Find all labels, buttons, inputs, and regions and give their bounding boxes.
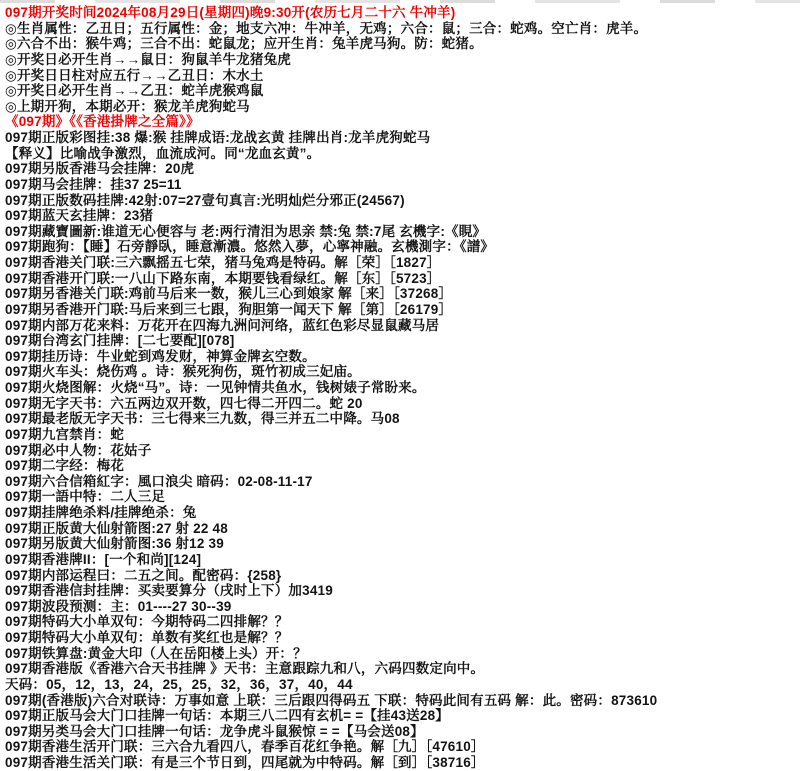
text-line: ◎上期开狗，本期必开：猴龙羊虎狗蛇马 xyxy=(5,98,250,114)
text-line: 【释义】比喻战争激烈，血流成河。同“龙血玄黄”。 xyxy=(5,145,321,161)
text-line: 097期波段预测：主：01----27 30--39 xyxy=(5,598,232,614)
text-line: 097期挂历诗：牛业蛇到鸡发财，神算金牌玄空数。 xyxy=(5,348,316,364)
text-line: 097期火车头：烧伤鸡 。诗：猴死狗伤，斑竹初成三妃庙。 xyxy=(5,364,361,380)
lines-container xyxy=(5,5,798,771)
text-line: 097期二字经：梅花 xyxy=(5,458,125,474)
text-line: 097期藏寶圖新:谁道无心便容与 老:两行清泪为思亲 禁:兔 禁:7尾 玄機字:《睍》 xyxy=(5,223,487,239)
text-line: 097期另香港开门联:马后来到三七跟，狗胆第一闻天下 解［第］［26179］ xyxy=(5,301,453,317)
guapai-section-title-line: 《097期》《《香港掛牌之全篇》》 xyxy=(5,114,200,130)
text-line: 097期必中人物：花姑子 xyxy=(5,442,152,458)
text-line: 097期(香港版)六合对联诗：万事如意 上联：三后跟四得码五 下联：特码此间有五码 解：此。密码：873610 xyxy=(5,692,658,708)
text-line: 097期正版黄大仙射箭图:27 射 22 48 xyxy=(5,520,228,536)
text-line: 097期另香港关门联:鸡前马后来一数，猴儿三心到娘家 解［来］［37268］ xyxy=(5,286,453,302)
text-line: 097期香港开门联:一八山下路东南，本期要钱看绿红。解［东］［5723］ xyxy=(5,270,441,286)
text-line: 097期最老版无字天书：三七得来三九数，得三并五二中降。马08 xyxy=(5,411,400,427)
text-line: 097期跑狗：【睡】石旁靜臥，睡意漸濃。悠然入夢，心寧神融。玄機測字：《譜》 xyxy=(5,239,495,255)
text-line: 097期香港信封挂牌：买卖要算分（戌时上下）加3419 xyxy=(5,583,333,599)
text-line: 097期特码大小单双句：单数有奖红也是解？？ xyxy=(5,630,289,645)
text-line: 097期香港版《香港六合天书挂牌 》天书：主意跟踪九和八，六码四数定向中。 xyxy=(5,661,485,677)
text-line: 097期香港生活关门联：有是三个节日到，四尾就为中特码。解［到］［38716］ xyxy=(5,755,485,770)
text-line: 097期一語中特：二人三足 xyxy=(5,489,166,505)
text-line: 097期火烧图解：火烧“马”。诗：一见钟情共鱼水，钱树婊子常盼来。 xyxy=(5,380,426,395)
text-line: ◎生肖属性：乙丑日；五行属性：金；地支六冲：牛冲羊，无鸡；六合：鼠；三合：蛇鸡。空亡肖：虎羊。 xyxy=(5,20,648,36)
text-line: 097期无字天书：六五两边双开数，四七得二开四二。蛇 20 xyxy=(5,395,363,411)
text-line: 097期特码大小单双句：今期特码二四排解？？ xyxy=(5,614,289,630)
text-line: 097期正版数码挂牌:42射:07=27壹句真言:光明灿烂分邪正(24567) xyxy=(5,192,405,208)
text-line: ◎开奖日必开生肖→→乙丑：蛇羊虎猴鸡鼠 xyxy=(5,83,264,99)
text-line: 097期另版香港马会挂牌：20虎 xyxy=(5,161,195,177)
text-line: 097期香港生活开门联：三六合九看四八，春季百花红争艳。解［九］［47610］ xyxy=(5,739,485,755)
text-line: 097期另类马会大门口挂牌一句话：龙争虎斗鼠猴惊 = =【马会送08】 xyxy=(5,723,424,739)
text-line: 097期香港牌II：[一个和尚][124] xyxy=(5,551,202,567)
text-line: 097期另版黄大仙射箭图:36 射12 39 xyxy=(5,536,224,552)
text-line: ◎开奖日日柱对应五行→→乙丑日：木水土 xyxy=(5,67,264,83)
text-line: 097期内部运程曰：二五之间。配密码：{258} xyxy=(5,567,282,583)
page-top-border xyxy=(0,0,800,3)
draw-time-header-line: 097期开奖时间2024年08月29日(星期四)晚9:30开(农历七月二十六 牛冲羊) xyxy=(5,5,456,20)
text-line: 097期正版马会大门口挂牌一句话：本期三八二四有玄机= =【挂43送28】 xyxy=(5,708,449,724)
text-line: ◎开奖日必开生肖→→鼠日：狗鼠羊牛龙猪兔虎 xyxy=(5,51,291,67)
text-line: 097期九宫禁肖：蛇 xyxy=(5,426,125,442)
text-line: 097期内部万花来料：万花开在四海九洲问河络，蓝红色彩尽显鼠藏马居 xyxy=(5,317,440,333)
text-line: 097期六合信箱紅字：風口浪尖 暗码：02-08-11-17 xyxy=(5,473,313,489)
text-line: ◎六合不出：猴牛鸡；三合不出：蛇鼠龙；应开生肖：兔羊虎马狗。防：蛇猪。 xyxy=(5,36,483,52)
text-line: 097期蓝天玄挂牌：23猪 xyxy=(5,208,154,224)
text-line: 097期台湾玄门挂牌：[二七要配][078] xyxy=(5,333,235,349)
text-line: 097期香港关门联:三六飘摇五七荣，猪马兔鸡是特码。解［荣］［1827］ xyxy=(5,255,441,270)
text-line: 097期挂牌绝杀料/挂牌绝杀：兔 xyxy=(5,505,197,520)
text-line: 097期铁算盘:黄金大印（人在岳阳楼上头）开：？ xyxy=(5,645,307,661)
text-line: 097期正版彩图挂:38 爆:猴 挂牌成语:龙战玄黄 挂牌出肖:龙羊虎狗蛇马 xyxy=(5,130,431,145)
text-line: 097期马会挂牌：挂37 25=11 xyxy=(5,176,182,192)
text-line: 天码：05，12，13，24，25，25，32，36，37，40，44 xyxy=(5,676,353,692)
